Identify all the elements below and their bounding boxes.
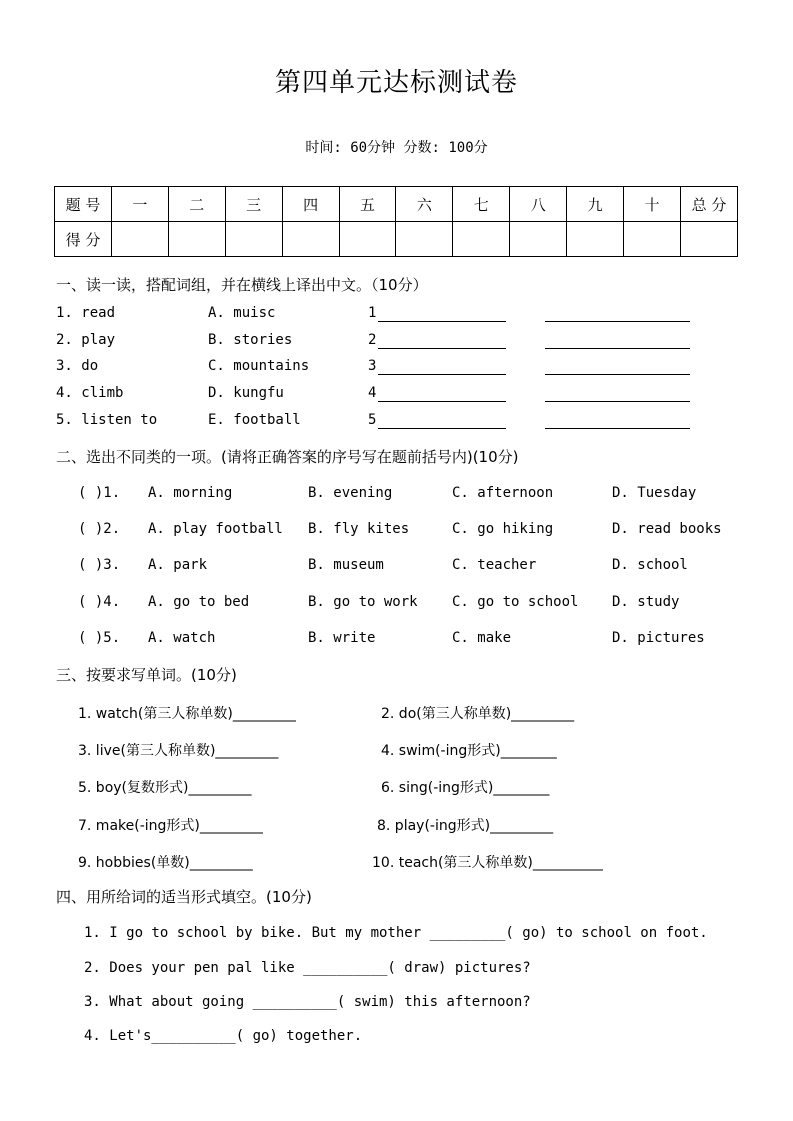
s2-option-c: C. go hiking xyxy=(452,521,554,537)
s2-option-c: C. afternoon xyxy=(452,485,554,501)
s4-sentence[interactable]: 2. Does your pen pal like __________( draw) pictures? xyxy=(84,960,531,976)
s4-sentence[interactable]: 3. What about going __________( swim) this afternoon? xyxy=(84,994,531,1010)
s3-item[interactable]: 10. teach(第三人称单数)__________ xyxy=(372,855,603,871)
score-blank-cell[interactable] xyxy=(396,222,453,257)
s2-question-number[interactable]: ( )3. xyxy=(78,557,121,573)
exam-info: 时间: 60分钟 分数: 100分 xyxy=(305,140,488,156)
s1-match-line[interactable] xyxy=(378,401,506,402)
score-blank-cell[interactable] xyxy=(339,222,396,257)
s3-item[interactable]: 9. hobbies(单数)_________ xyxy=(78,855,253,871)
s3-item[interactable]: 7. make(-ing形式)_________ xyxy=(78,818,263,834)
score-table xyxy=(54,186,738,257)
score-cell: 九 xyxy=(567,187,624,222)
score-cell: 十 xyxy=(624,187,681,222)
s1-answer-number: 4 xyxy=(368,385,377,401)
s2-option-c: C. make xyxy=(452,630,512,646)
section-2-heading: 二、选出不同类的一项。(请将正确答案的序号写在题前括号内)(10分) xyxy=(56,448,519,466)
s1-right-item: D. kungfu xyxy=(208,385,284,401)
score-blank-cell[interactable] xyxy=(111,222,168,257)
score-cell: 四 xyxy=(282,187,339,222)
s1-translation-line[interactable] xyxy=(545,321,690,322)
s3-item[interactable]: 1. watch(第三人称单数)_________ xyxy=(78,706,296,722)
score-blank-cell[interactable] xyxy=(567,222,624,257)
s1-left-item: 3. do xyxy=(56,358,99,374)
score-cell: 一 xyxy=(111,187,168,222)
s1-match-line[interactable] xyxy=(378,374,506,375)
score-blank-cell[interactable] xyxy=(510,222,567,257)
s2-option-a: A. watch xyxy=(148,630,216,646)
score-blank-cell[interactable] xyxy=(282,222,339,257)
s3-item[interactable]: 3. live(第三人称单数)_________ xyxy=(78,743,279,759)
score-table-score-row xyxy=(55,222,738,257)
s2-question-number[interactable]: ( )2. xyxy=(78,521,121,537)
score-blank-cell[interactable] xyxy=(680,222,737,257)
s2-option-a: A. play football xyxy=(148,521,283,537)
section-1-heading: 一、读一读，搭配词组，并在横线上译出中文。（10分） xyxy=(56,276,428,294)
s1-left-item: 4. climb xyxy=(56,385,124,401)
s1-answer-number: 2 xyxy=(368,332,377,348)
s3-item[interactable]: 6. sing(-ing形式)________ xyxy=(381,780,550,796)
s2-option-b: B. write xyxy=(308,630,376,646)
s1-left-item: 1. read xyxy=(56,305,116,321)
s2-option-a: A. go to bed xyxy=(148,594,250,610)
score-blank-cell[interactable] xyxy=(453,222,510,257)
s4-sentence[interactable]: 4. Let's__________( go) together. xyxy=(84,1028,363,1044)
s1-answer-number: 1 xyxy=(368,305,377,321)
s2-option-d: D. Tuesday xyxy=(612,485,697,501)
s1-right-item: C. mountains xyxy=(208,358,310,374)
s1-answer-number: 3 xyxy=(368,358,377,374)
score-cell: 六 xyxy=(396,187,453,222)
score-blank-cell[interactable] xyxy=(624,222,681,257)
s3-item[interactable]: 4. swim(-ing形式)________ xyxy=(381,743,557,759)
s1-translation-line[interactable] xyxy=(545,401,690,402)
s2-option-b: B. evening xyxy=(308,485,393,501)
s1-right-item: B. stories xyxy=(208,332,293,348)
s2-option-a: A. park xyxy=(148,557,208,573)
s1-translation-line[interactable] xyxy=(545,348,690,349)
s2-option-b: B. fly kites xyxy=(308,521,410,537)
s2-option-b: B. museum xyxy=(308,557,384,573)
s1-right-item: A. muisc xyxy=(208,305,276,321)
s2-question-number[interactable]: ( )4. xyxy=(78,594,121,610)
score-cell: 题 号 xyxy=(55,187,112,222)
s3-item[interactable]: 2. do(第三人称单数)_________ xyxy=(381,706,575,722)
s2-option-c: C. go to school xyxy=(452,594,579,610)
s1-translation-line[interactable] xyxy=(545,374,690,375)
s4-sentence[interactable]: 1. I go to school by bike. But my mother _________( go) to school on foot. xyxy=(84,925,708,941)
s2-option-d: D. school xyxy=(612,557,688,573)
score-cell: 七 xyxy=(453,187,510,222)
s1-right-item: E. football xyxy=(208,412,301,428)
s3-item[interactable]: 5. boy(复数形式)_________ xyxy=(78,780,252,796)
score-cell: 二 xyxy=(168,187,225,222)
s2-option-d: D. pictures xyxy=(612,630,705,646)
s1-match-line[interactable] xyxy=(378,321,506,322)
s1-left-item: 2. play xyxy=(56,332,116,348)
s1-left-item: 5. listen to xyxy=(56,412,158,428)
s2-question-number[interactable]: ( )5. xyxy=(78,630,121,646)
s1-translation-line[interactable] xyxy=(545,428,690,429)
score-cell: 八 xyxy=(510,187,567,222)
score-cell: 五 xyxy=(339,187,396,222)
s3-item[interactable]: 8. play(-ing形式)_________ xyxy=(377,818,554,834)
s1-match-line[interactable] xyxy=(378,348,506,349)
s2-option-d: D. study xyxy=(612,594,680,610)
score-cell: 得 分 xyxy=(55,222,112,257)
score-cell: 总 分 xyxy=(680,187,737,222)
s2-option-b: B. go to work xyxy=(308,594,418,610)
s2-option-a: A. morning xyxy=(148,485,233,501)
score-blank-cell[interactable] xyxy=(225,222,282,257)
score-cell: 三 xyxy=(225,187,282,222)
score-blank-cell[interactable] xyxy=(168,222,225,257)
s2-question-number[interactable]: ( )1. xyxy=(78,485,121,501)
s1-match-line[interactable] xyxy=(378,428,506,429)
score-table-header-row xyxy=(55,187,738,222)
s1-answer-number: 5 xyxy=(368,412,377,428)
s2-option-d: D. read books xyxy=(612,521,722,537)
page-title: 第四单元达标测试卷 xyxy=(274,68,518,98)
section-3-heading: 三、按要求写单词。(10分) xyxy=(56,666,237,684)
section-4-heading: 四、用所给词的适当形式填空。(10分) xyxy=(56,888,312,906)
s2-option-c: C. teacher xyxy=(452,557,537,573)
